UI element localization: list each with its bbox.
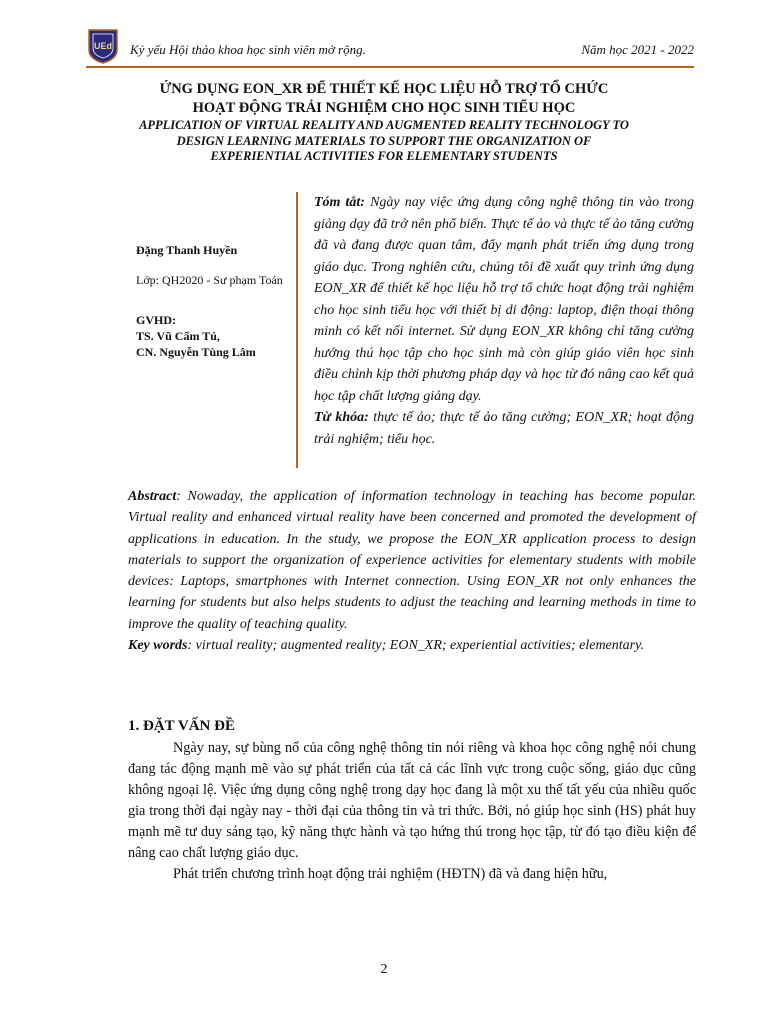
- section-body: [128, 738, 696, 885]
- header-divider: [86, 66, 694, 68]
- advisor-label: GVHD:: [136, 313, 176, 327]
- abstract-en-label: Abstract: [128, 489, 177, 504]
- keywords-en-label: Key words: [128, 638, 188, 654]
- title-vi-line-1: ỨNG DỤNG EON_XR ĐỂ THIẾT KẾ HỌC LIỆU HỖ TRỢ TỔ CHỨC: [159, 81, 609, 97]
- keywords-vi: [314, 407, 694, 450]
- author-name: Đặng Thanh Huyền: [136, 243, 238, 257]
- keywords-en-text: : virtual reality; augmented reality; EON_XR; experiential activities; elementary.: [187, 638, 645, 654]
- section-heading: 1. ĐẶT VẤN ĐỀ: [128, 718, 235, 734]
- author-class: Lớp: QH2020 - Sư phạm Toán: [136, 273, 283, 287]
- author-info: [136, 242, 286, 360]
- abstract-en-body: [128, 486, 696, 635]
- title-vi-line-2: HOẠT ĐỘNG TRẢI NGHIỆM CHO HỌC SINH TIỂU HỌC: [192, 100, 576, 116]
- page-number: 2: [380, 962, 388, 977]
- abstract-vi-body: [314, 192, 694, 407]
- keywords-en: [128, 635, 696, 656]
- paper-title: [100, 80, 668, 165]
- keywords-vi-text: thực tế ảo; thực tế ảo tăng cường; EON_XR; hoạt động trải nghiệm; tiểu học.: [314, 410, 694, 447]
- title-en-line-3: EXPERIENTIAL ACTIVITIES FOR ELEMENTARY STUDENTS: [210, 149, 558, 163]
- advisor-2: CN. Nguyễn Tùng Lâm: [136, 345, 256, 359]
- keywords-vi-label: Từ khóa:: [314, 410, 369, 425]
- body-paragraph-1: Ngày nay, sự bùng nổ của công nghệ thông tin nói riêng và khoa học công nghệ nói chung đang tác động mạnh mẽ vào sự phát triển của tất cả các lĩnh vực trong cuộc sống, giáo dục cũng không ngoại lệ. Việc ứng dụng công nghệ trong dạy học đang là một xu thế tất yếu của nhiều quốc gia trong thời đại ngày nay - thời đại của thông tin và tri thức. Bởi, nó giúp học sinh (HS) phát huy mạnh mẽ tư duy sáng tạo, kỹ năng thực hành và tạo hứng thú trong học tập, từ đó tạo điều kiện để nâng cao chất lượng giáo dục.: [128, 740, 696, 861]
- body-paragraph-2: Phát triển chương trình hoạt động trải nghiệm (HĐTN) đã và đang hiện hữu,: [173, 866, 608, 882]
- abstract-en-text: : Nowaday, the application of information technology in teaching has become popular. Virtual reality and enhanced virtual reality have been concerned and promoted the development of applications in education. In the study, we propose the EON_XR application process to design materials to support the organization of experience activities for elementary students with mobile devices: Laptops, smartphones with Internet connection. Using EON_XR not only enhances the learning for students but also helps students to adjust the teaching and learning methods in time to improve the quality of teaching quality.: [128, 489, 696, 632]
- abstract-english: [128, 486, 696, 656]
- svg-text:UEd: UEd: [94, 41, 112, 51]
- abstract-vi-text: Ngày nay việc ứng dụng công nghệ thông tin vào trong giảng dạy đã trở nên phổ biến. Thực tế ảo và thực tế ảo tăng cường đã và đang được quan tâm, đẩy mạnh phát triển ứng dụng trong giáo dục. Trong nghiên cứu, chúng tôi đề xuất quy trình ứng dụng EON_XR để thiết kế học liệu hỗ trợ tổ chức hoạt động trải nghiệm cho học sinh tiểu học với thiết bị di động: laptop, điện thoại thông minh có kết nối internet. Sử dụng EON_XR không chỉ tăng cường hướng thú học tập cho học sinh mà còn giúp giáo viên học sinh điều chỉnh kịp thời phương pháp dạy và học từ đó nâng cao kết quả học tập chất lượng giảng dạy.: [314, 195, 695, 404]
- university-logo: [86, 28, 120, 64]
- abstract-vi-label: Tóm tắt:: [314, 195, 365, 210]
- academic-year: Năm học 2021 - 2022: [581, 42, 694, 57]
- proceedings-title: Kỷ yếu Hội thảo khoa học sinh viên mở rộng.: [130, 42, 366, 57]
- abstract-vietnamese: [296, 192, 694, 468]
- title-en-line-1: APPLICATION OF VIRTUAL REALITY AND AUGMENTED REALITY TECHNOLOGY TO: [139, 118, 629, 132]
- advisor-1: TS. Vũ Cẩm Tú,: [136, 329, 220, 343]
- page-header: [86, 26, 694, 66]
- title-en-line-2: DESIGN LEARNING MATERIALS TO SUPPORT THE ORGANIZATION OF: [176, 133, 592, 148]
